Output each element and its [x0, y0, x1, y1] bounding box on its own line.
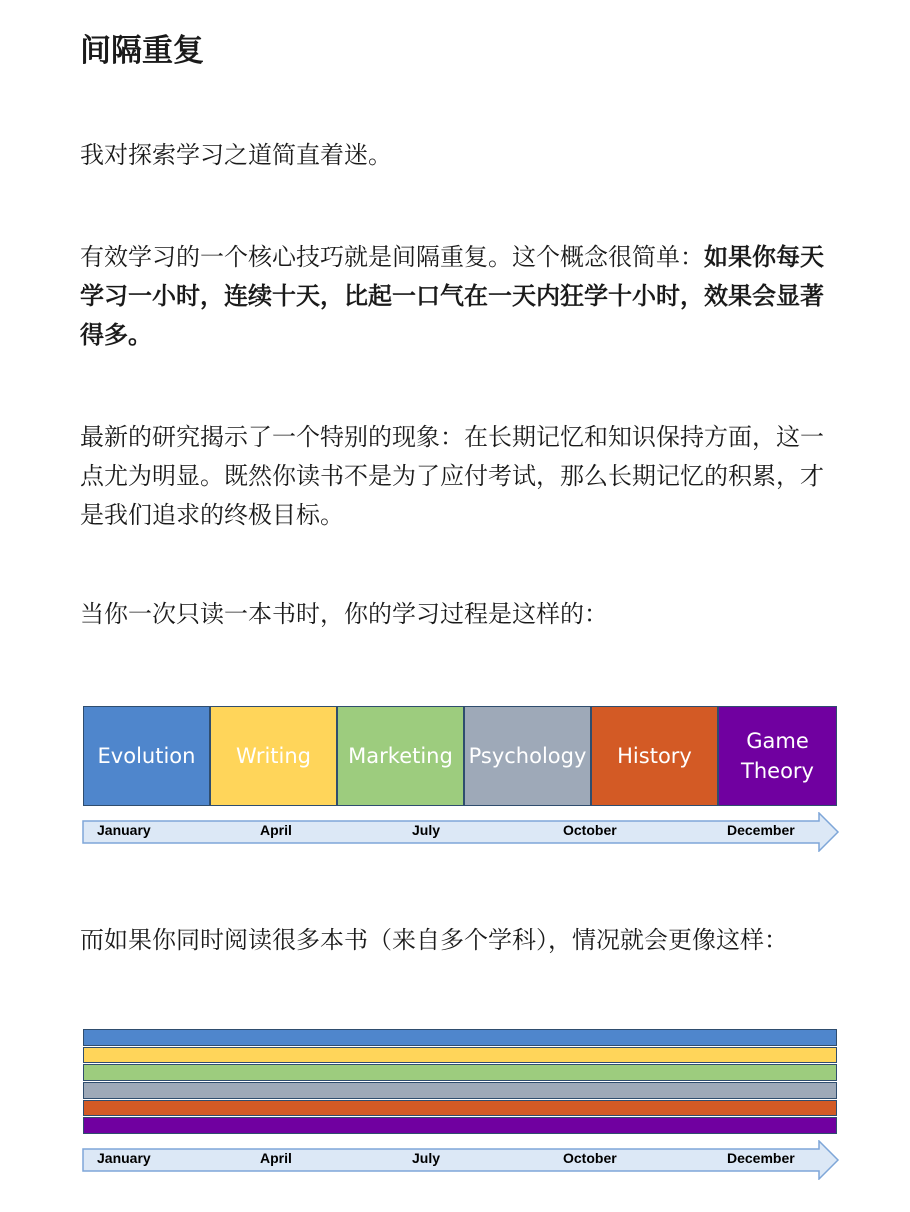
- timeline-arrow-1: [82, 812, 840, 852]
- stripe-history: [83, 1100, 837, 1117]
- month-label-october: October: [563, 822, 617, 838]
- month-label-january: January: [97, 822, 151, 838]
- one-book-paragraph: 当你一次只读一本书时，你的学习过程是这样的：: [80, 600, 608, 628]
- stripe-writing: [83, 1047, 837, 1064]
- month-label-october: October: [563, 1150, 617, 1166]
- subject-block-marketing: Marketing: [337, 706, 464, 806]
- bold-emphasis: 如果你每天学习一小时，连续十天，比起一口气在一天内狂学十小时，效果会显著得多。: [80, 243, 824, 349]
- subject-block-writing: Writing: [210, 706, 337, 806]
- spaced-repetition-paragraph: [80, 238, 830, 355]
- subject-block-evolution: Evolution: [83, 706, 210, 806]
- month-label-december: December: [727, 1150, 795, 1166]
- month-label-january: January: [97, 1150, 151, 1166]
- stripe-evolution: [83, 1029, 837, 1046]
- sequential-subjects-diagram: [83, 706, 837, 806]
- stripe-marketing: [83, 1064, 837, 1081]
- subject-block-game-theory: Game Theory: [718, 706, 837, 806]
- subject-block-history: History: [591, 706, 718, 806]
- many-books-paragraph: 而如果你同时阅读很多本书（来自多个学科），情况就会更像这样：: [80, 926, 788, 954]
- month-label-july: July: [412, 822, 441, 838]
- paragraph-text: 有效学习的一个核心技巧就是间隔重复。这个概念很简单：: [80, 243, 704, 271]
- research-paragraph: 最新的研究揭示了一个特别的现象：在长期记忆和知识保持方面，这一点尤为明显。既然你读书不是为了应付考试，那么长期记忆的积累，才是我们追求的终极目标。: [80, 423, 824, 529]
- article-title: 间隔重复: [80, 33, 204, 69]
- month-label-july: July: [412, 1150, 441, 1166]
- intro-paragraph: 我对探索学习之道简直着迷。: [80, 141, 392, 169]
- month-label-april: April: [260, 822, 292, 838]
- parallel-subjects-diagram: [83, 1029, 837, 1135]
- month-label-april: April: [260, 1150, 292, 1166]
- stripe-game-theory: [83, 1117, 837, 1134]
- stripe-psychology: [83, 1082, 837, 1099]
- subject-block-psychology: Psychology: [464, 706, 591, 806]
- timeline-arrow-2: [82, 1140, 840, 1180]
- month-label-december: December: [727, 822, 795, 838]
